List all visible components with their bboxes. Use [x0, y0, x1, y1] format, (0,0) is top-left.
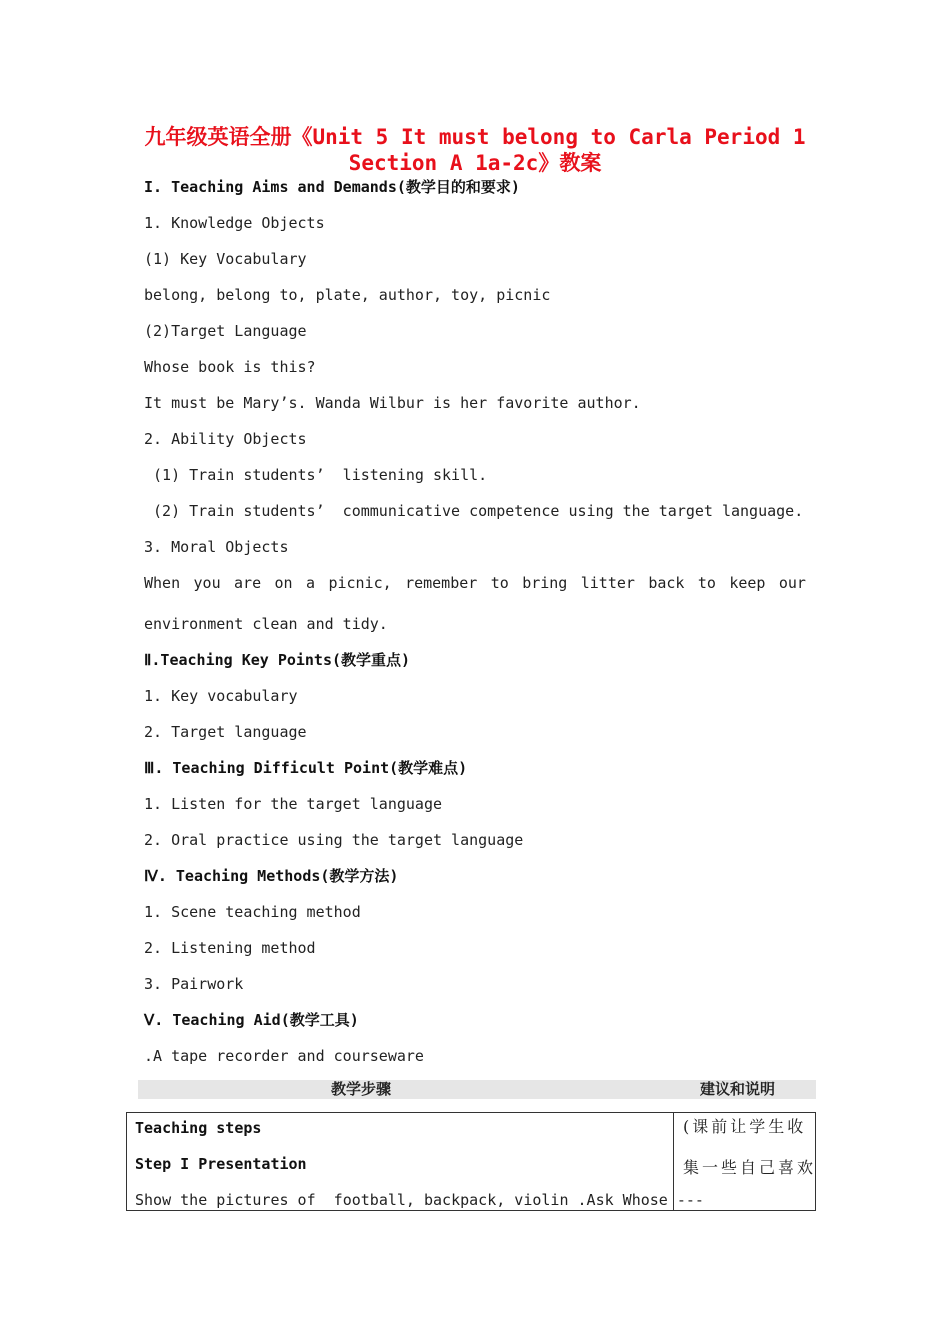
key-point-2: 2. Target language	[144, 723, 307, 741]
step-1-heading: Step I Presentation	[135, 1155, 307, 1173]
section-5-heading: Ⅴ. Teaching Aid(教学工具)	[144, 1011, 359, 1029]
lesson-steps-table	[126, 1112, 816, 1211]
moral-word: picnic,	[328, 574, 392, 592]
document-title-line-1: 九年级英语全册《Unit 5 It must belong to Carla Period 1	[144, 125, 806, 149]
moral-word: to	[697, 574, 716, 592]
moral-sentence-line-2: environment clean and tidy.	[144, 615, 388, 633]
section-1-heading: I. Teaching Aims and Demands(教学目的和要求)	[144, 178, 520, 196]
note-line-2: 集一些自己喜欢	[683, 1158, 817, 1177]
notes-column-header: 建议和说明	[700, 1080, 776, 1098]
moral-word: on	[274, 574, 293, 592]
difficult-point-1: 1. Listen for the target language	[144, 795, 443, 813]
key-point-1: 1. Key vocabulary	[144, 687, 298, 705]
moral-word: you	[193, 574, 221, 592]
ability-item-1: (1) Train students’ listening skill.	[144, 466, 488, 484]
teaching-steps-label: Teaching steps	[135, 1119, 262, 1137]
steps-column-header: 教学步骤	[331, 1080, 392, 1098]
example-sentence-1: Whose book is this?	[144, 358, 316, 376]
section-2-heading: Ⅱ.Teaching Key Points(教学重点)	[144, 651, 411, 669]
moral-word: litter	[580, 574, 635, 592]
ability-item-2: (2) Train students’ communicative competence using the target language.	[144, 502, 804, 520]
difficult-point-2: 2. Oral practice using the target language	[144, 831, 524, 849]
step-1-description: Show the pictures of football, backpack, violin .Ask Whose ---	[135, 1191, 704, 1209]
moral-word: to	[490, 574, 509, 592]
method-1: 1. Scene teaching method	[144, 903, 361, 921]
moral-word: are	[234, 574, 262, 592]
method-3: 3. Pairwork	[144, 975, 244, 993]
method-2: 2. Listening method	[144, 939, 316, 957]
knowledge-objects: 1. Knowledge Objects	[144, 214, 325, 232]
teaching-aid-item: .A tape recorder and courseware	[144, 1047, 424, 1065]
moral-word: keep	[729, 574, 766, 592]
target-language-label: (2)Target Language	[144, 322, 307, 340]
section-3-heading: Ⅲ. Teaching Difficult Point(教学难点)	[144, 759, 468, 777]
section-4-heading: Ⅳ. Teaching Methods(教学方法)	[144, 867, 399, 885]
vocabulary-list: belong, belong to, plate, author, toy, picnic	[144, 286, 551, 304]
moral-word: back	[648, 574, 685, 592]
moral-word: remember	[405, 574, 478, 592]
moral-word: bring	[522, 574, 568, 592]
example-sentence-2: It must be Mary’s. Wanda Wilbur is her favorite author.	[144, 394, 641, 412]
moral-word: our	[778, 574, 806, 592]
moral-word: When	[144, 574, 181, 592]
moral-sentence-line-1	[144, 573, 806, 593]
moral-objects: 3. Moral Objects	[144, 538, 289, 556]
moral-word: a	[306, 574, 316, 592]
table-header-bar	[138, 1080, 816, 1099]
ability-objects: 2. Ability Objects	[144, 430, 307, 448]
document-title-line-2: Section A 1a-2c》教案	[348, 151, 602, 175]
note-line-1: (课前让学生收	[683, 1117, 807, 1136]
key-vocabulary-label: (1) Key Vocabulary	[144, 250, 307, 268]
